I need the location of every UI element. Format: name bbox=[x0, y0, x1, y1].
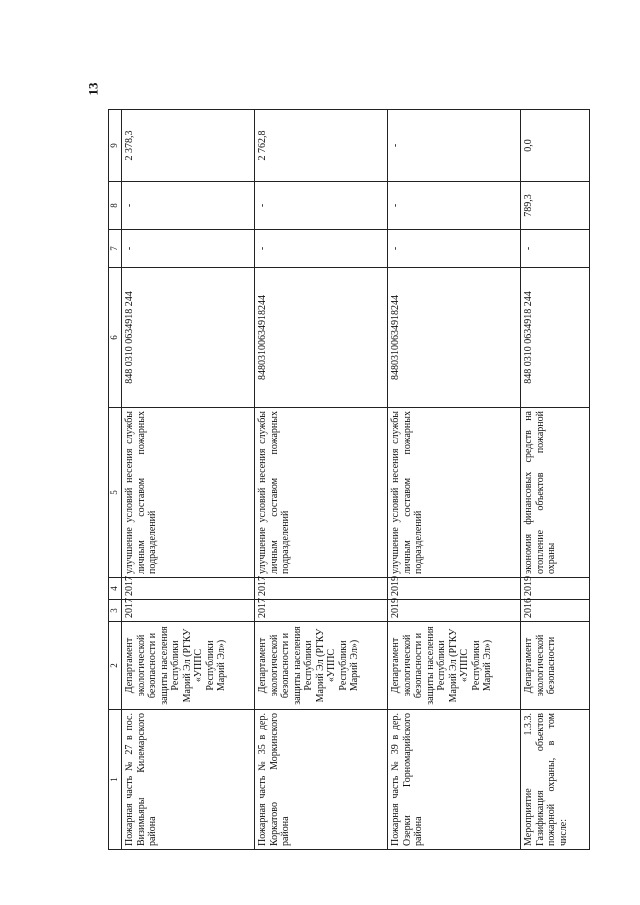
value-col8: 789,3 bbox=[521, 182, 590, 230]
end-year: 2017 bbox=[122, 578, 255, 600]
executor: Департамент экологической безопасности и защиты населения Республики Марий Эл (РГКУ «УППС Республики Марий Эл») bbox=[388, 622, 521, 710]
value-col8: - bbox=[122, 182, 255, 230]
expected-result: улучшение условий несения службы личным составом пожарных подразделений bbox=[388, 408, 521, 578]
column-number: 1 bbox=[109, 710, 122, 850]
table-row bbox=[122, 110, 255, 850]
value-col9: 0,0 bbox=[521, 110, 590, 182]
table-row bbox=[255, 110, 388, 850]
value-col9: - bbox=[388, 110, 521, 182]
table-row bbox=[388, 110, 521, 850]
value-col9: 2 378,3 bbox=[122, 110, 255, 182]
table-row bbox=[521, 110, 590, 850]
start-year: 2016 bbox=[521, 600, 590, 622]
expected-result: улучшение условий несения службы личным составом пожарных подразделений bbox=[255, 408, 388, 578]
start-year: 2019 bbox=[388, 600, 521, 622]
column-number: 5 bbox=[109, 408, 122, 578]
budget-code: 84803100634918244 bbox=[388, 268, 521, 408]
value-col7: - bbox=[255, 230, 388, 268]
measure-name: Пожарная часть № 27 в пос. Визимьяры Килемарского района bbox=[122, 710, 255, 850]
column-number: 7 bbox=[109, 230, 122, 268]
column-number: 9 bbox=[109, 110, 122, 182]
value-col7: - bbox=[521, 230, 590, 268]
expected-result: экономия финансовых средств на отопление объектов пожарной охраны bbox=[521, 408, 590, 578]
budget-code: 84803100634918244 bbox=[255, 268, 388, 408]
start-year: 2017 bbox=[255, 600, 388, 622]
column-number-row bbox=[109, 110, 122, 850]
start-year: 2017 bbox=[122, 600, 255, 622]
rotated-table-wrapper bbox=[108, 110, 588, 850]
measure-name: Пожарная часть № 35 в дер. Коркатово Моркинского района bbox=[255, 710, 388, 850]
value-col7: - bbox=[122, 230, 255, 268]
column-number: 6 bbox=[109, 268, 122, 408]
measure-name: Пожарная часть № 39 в дер. Озерки Горномарийского района bbox=[388, 710, 521, 850]
value-col8: - bbox=[255, 182, 388, 230]
value-col9: 2 762,8 bbox=[255, 110, 388, 182]
page-number-text: 13 bbox=[85, 82, 100, 96]
program-measures-table bbox=[108, 109, 590, 850]
column-number: 4 bbox=[109, 578, 122, 600]
column-number: 3 bbox=[109, 600, 122, 622]
budget-code: 848 0310 0634918 244 bbox=[122, 268, 255, 408]
executor: Департамент экологической безопасности и защиты населения Республики Марий Эл (РГКУ «УППС Республики Марий Эл») bbox=[255, 622, 388, 710]
executor: Департамент экологической безопасности bbox=[521, 622, 590, 710]
value-col7: - bbox=[388, 230, 521, 268]
end-year: 2019 bbox=[521, 578, 590, 600]
end-year: 2019 bbox=[388, 578, 521, 600]
column-number: 8 bbox=[109, 182, 122, 230]
expected-result: улучшение условий несения службы личным составом пожарных подразделений bbox=[122, 408, 255, 578]
column-number: 2 bbox=[109, 622, 122, 710]
end-year: 2017 bbox=[255, 578, 388, 600]
value-col8: - bbox=[388, 182, 521, 230]
executor: Департамент экологической безопасности и защиты населения Республики Марий Эл (РГКУ «УППС Республики Марий Эл») bbox=[122, 622, 255, 710]
measure-name: Мероприятие 1.3.3. Газификация объектов пожарной охраны, в том числе: bbox=[521, 710, 590, 850]
budget-code: 848 0310 0634918 244 bbox=[521, 268, 590, 408]
